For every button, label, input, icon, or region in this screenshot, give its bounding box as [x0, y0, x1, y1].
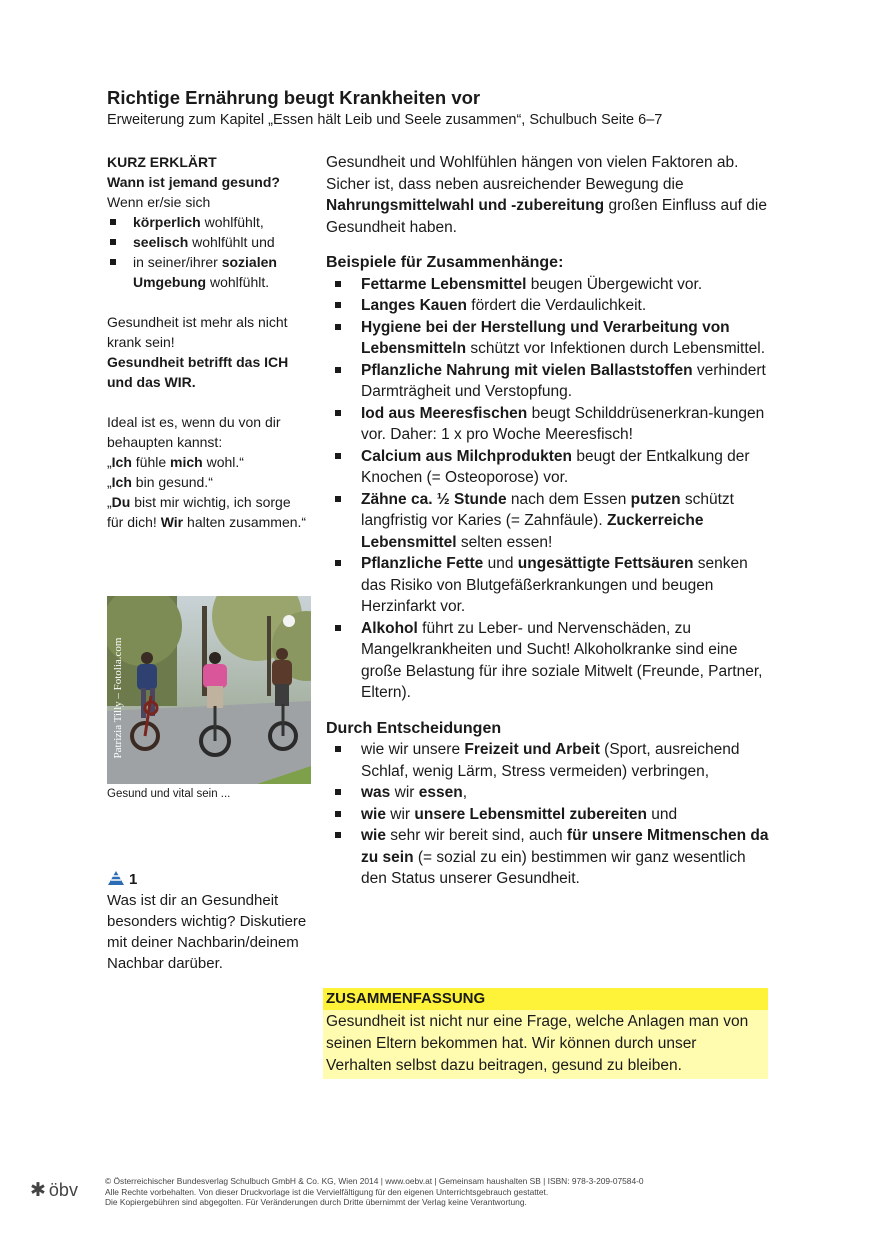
page-title: Richtige Ernährung beugt Krankheiten vor: [107, 87, 481, 108]
task-text: Was ist dir an Gesundheit besonders wichtig? Diskutiere mit deiner Nachbarin/deinem Nachbar darüber.: [107, 892, 307, 972]
right-column: [326, 152, 771, 890]
list-item: Alkohol führt zu Leber- und Nervenschäden, zu Mangelkrankheiten und Sucht! Alkoholkranke sind eine große Belastung für ihre soziale Mitwelt (Freunde, Partner, Eltern).: [326, 618, 771, 704]
list-item: Hygiene bei der Herstellung und Verarbeitung von Lebensmitteln schützt vor Infektionen durch Lebensmittel.: [326, 317, 771, 360]
examples-list: [326, 274, 771, 704]
task-header: [107, 869, 312, 890]
list-item: wie wir unsere Freizeit und Arbeit (Sport, ausreichend Schlaf, wenig Lärm, Stress vermeiden) verbringen,: [326, 739, 771, 782]
publisher-star-icon: ✱: [30, 1180, 46, 1201]
list-item: Langes Kauen fördert die Verdaulichkeit.: [326, 295, 771, 317]
examples-heading: Beispiele für Zusammenhänge:: [326, 254, 564, 271]
footer: [105, 1176, 745, 1208]
list-item: wie wir unsere Lebensmittel zubereiten und: [326, 804, 771, 826]
photo-caption: Gesund und vital sein ...: [107, 788, 231, 800]
quote-3: „Du bist mir wichtig, ich sorge für dich! Wir halten zusammen.“: [107, 494, 307, 530]
list-item: Pflanzliche Fette und ungesättigte Fettsäuren senken das Risiko von Blutgefäßerkrankungen und beugen Herzinfarkt vor.: [326, 553, 771, 618]
list-item: Pflanzliche Nahrung mit vielen Ballaststoffen verhindert Darmträgheit und Verstopfung.: [326, 360, 771, 403]
decisions-list: [326, 739, 771, 890]
ideal-intro: Ideal ist es, wenn du von dir behaupten kannst:: [107, 414, 281, 450]
decisions-heading: Durch Entscheidungen: [326, 719, 502, 737]
task-level-icon: [107, 870, 125, 886]
list-item: was wir essen,: [326, 782, 771, 804]
footer-copyright: © Österreichischer Bundesverlag Schulbuch GmbH & Co. KG, Wien 2014 | www.oebv.at | Gemeinsam haushalten SB | ISBN: 978-3-209-07584-0: [105, 1176, 644, 1186]
health-question: Wann ist jemand gesund?: [107, 174, 280, 190]
list-item: wie sehr wir bereit sind, auch für unsere Mitmenschen da zu sein (= sozial zu ein) bestimmen wir ganz wesentlich den Status unserer Gesundheit.: [326, 825, 771, 890]
summary-box: [323, 988, 768, 1079]
list-item: Calcium aus Milchprodukten beugt der Entkalkung der Knochen (= Osteoporose) vor.: [326, 446, 771, 489]
list-item: seelisch wohlfühlt und: [107, 232, 307, 252]
quote-1: „Ich fühle mich wohl.“: [107, 454, 244, 470]
task-number: 1: [129, 871, 138, 888]
kurz-erklaert-heading: KURZ ERKLÄRT: [107, 154, 217, 170]
list-item: Fettarme Lebensmittel beugen Übergewicht vor.: [326, 274, 771, 296]
list-item: Zähne ca. ½ Stunde nach dem Essen putzen schützt langfristig vor Karies (= Zahnfäule). Zuckerreiche Lebensmittel selten essen!: [326, 489, 771, 554]
footer-rights: Alle Rechte vorbehalten. Von dieser Druckvorlage ist die Vervielfältigung für den eigenen Unterrichtsgebrauch gestattet.: [105, 1186, 549, 1197]
wellbeing-list: [107, 212, 307, 292]
left-column: [107, 152, 307, 532]
publisher-logo: [30, 1179, 78, 1202]
cyclists-illustration: [107, 596, 311, 784]
cyclists-photo: [107, 596, 311, 784]
list-item: Iod aus Meeresfischen beugt Schilddrüsenerkran-kungen vor. Daher: 1 x pro Woche Meeresfisch!: [326, 403, 771, 446]
summary-heading: ZUSAMMENFASSUNG: [323, 988, 768, 1010]
health-definition-bold: Gesundheit betrifft das ICH und das WIR.: [107, 354, 289, 390]
health-definition: Gesundheit ist mehr als nicht krank sein!: [107, 314, 288, 350]
photo-credit: Patrizia Tilly – Fotolia.com: [112, 637, 124, 759]
list-item: in seiner/ihrer sozialen Umgebung wohlfühlt.: [107, 252, 307, 292]
footer-fees: Die Kopiergebühren sind abgegolten. Für Veränderungen durch Dritte übernimmt der Verlag keine Verantwortung.: [105, 1197, 527, 1207]
page-subtitle: Erweiterung zum Kapitel „Essen hält Leib und Seele zusammen“, Schulbuch Seite 6–7: [107, 112, 663, 128]
intro-paragraph: Gesundheit und Wohlfühlen hängen von vielen Faktoren ab. Sicher ist, dass neben ausreichender Bewegung die Nahrungsmittelwahl und -zubereitung großen Einfluss auf die Gesundheit haben.: [326, 154, 767, 236]
list-item: körperlich wohlfühlt,: [107, 212, 307, 232]
task-box: [107, 869, 312, 974]
health-intro: Wenn er/sie sich: [107, 194, 211, 210]
quote-2: „Ich bin gesund.“: [107, 474, 213, 490]
publisher-logo-text: öbv: [48, 1180, 78, 1200]
summary-text: Gesundheit ist nicht nur eine Frage, welche Anlagen man von seinen Eltern bekommen hat. Wir können durch unser Verhalten selbst dazu beitragen, gesund zu bleiben.: [323, 1010, 768, 1079]
